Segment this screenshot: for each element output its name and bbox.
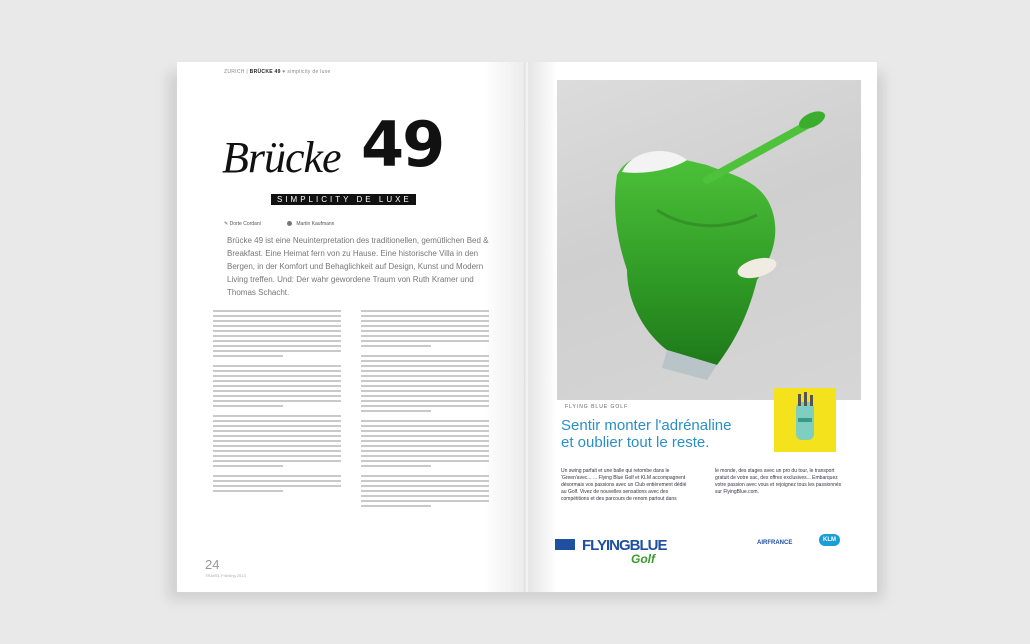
byline-text-name: Dorte Cordani bbox=[229, 221, 261, 227]
body-text-line bbox=[361, 315, 489, 317]
body-text-paragraph bbox=[213, 475, 341, 492]
golf-bag-icon bbox=[774, 388, 836, 452]
body-text-line bbox=[213, 435, 341, 437]
body-text-line bbox=[213, 440, 341, 442]
body-text-line bbox=[213, 345, 341, 347]
body-text-line bbox=[213, 445, 341, 447]
body-text-line bbox=[213, 375, 341, 377]
body-text-line bbox=[361, 320, 489, 322]
right-page-ad bbox=[529, 62, 877, 592]
pen-icon: ✎ bbox=[224, 221, 229, 227]
body-text-line bbox=[361, 385, 489, 387]
body-text-line bbox=[213, 420, 341, 422]
klm-logo: KLM bbox=[819, 534, 840, 546]
body-text-line bbox=[361, 340, 489, 342]
body-text-line bbox=[361, 455, 489, 457]
body-text-line bbox=[213, 450, 341, 452]
body-text-paragraph bbox=[361, 420, 489, 467]
camera-icon bbox=[287, 221, 292, 226]
body-text-line bbox=[213, 405, 283, 407]
body-text-line bbox=[361, 425, 489, 427]
body-text-line bbox=[361, 365, 489, 367]
body-text-line bbox=[361, 325, 489, 327]
body-text-line bbox=[361, 445, 489, 447]
body-text-line bbox=[361, 370, 489, 372]
body-text-line bbox=[213, 400, 341, 402]
body-text-paragraph bbox=[213, 365, 341, 407]
ad-body-left: Un swing parfait et une balle qui retombe dans le 'Green'avec... ... Flying Blue Golf et KLM accompagnent désormais vos passions avec un Club entièrement dédié au Golf. Vivez de nouvelles sensations avec des compétitions et des parcours de renom partout dans bbox=[561, 468, 687, 502]
body-text-line bbox=[213, 390, 341, 392]
body-text-line bbox=[361, 430, 489, 432]
body-text-line bbox=[361, 345, 431, 347]
ad-headline bbox=[561, 417, 731, 451]
title-script: Brücke bbox=[222, 133, 341, 182]
body-text-line bbox=[213, 335, 341, 337]
body-text-line bbox=[361, 505, 431, 507]
body-text-line bbox=[213, 460, 341, 462]
body-text-line bbox=[213, 365, 341, 367]
body-text-line bbox=[213, 425, 341, 427]
body-text-line bbox=[213, 465, 283, 467]
page-number: 24 bbox=[205, 557, 220, 572]
body-text-line bbox=[213, 355, 283, 357]
golfer-silhouette-image bbox=[557, 80, 861, 400]
body-text-line bbox=[213, 310, 341, 312]
header-brand: BRÜCKE 49 bbox=[249, 69, 281, 75]
body-text-line bbox=[361, 405, 489, 407]
body-text-line bbox=[213, 325, 341, 327]
body-text-line bbox=[361, 500, 489, 502]
page-footer: TRAVEL Frühling 2013 bbox=[205, 573, 246, 578]
body-text-line bbox=[361, 485, 489, 487]
body-text-line bbox=[361, 355, 489, 357]
body-text-line bbox=[213, 485, 341, 487]
body-text-line bbox=[361, 480, 489, 482]
body-text-line bbox=[213, 385, 341, 387]
article-column-right bbox=[361, 310, 489, 580]
body-text-line bbox=[213, 380, 341, 382]
article-body bbox=[213, 310, 493, 580]
body-text-line bbox=[213, 340, 341, 342]
ad-tagline: FLYING BLUE GOLF bbox=[565, 404, 629, 410]
page-header: ZURICH | BRÜCKE 49 ♥ simplicity de luxe bbox=[224, 69, 331, 75]
body-text-line bbox=[361, 435, 489, 437]
body-text-line bbox=[361, 380, 489, 382]
header-suffix: simplicity de luxe bbox=[287, 69, 331, 75]
body-text-line bbox=[361, 475, 489, 477]
body-text-line bbox=[361, 410, 431, 412]
body-text-line bbox=[213, 350, 341, 352]
body-text-line bbox=[213, 480, 341, 482]
heart-icon: ♥ bbox=[282, 69, 286, 75]
ad-body-right: le monde, des stages avec un pro du tour, le transport gratuit de votre sac, des offres exclusives... Embarquez votre passion avec vous et rejoignez tous les passionnés sur FlyingBlue.com. bbox=[715, 468, 842, 495]
article-column-left bbox=[213, 310, 341, 580]
body-text-line bbox=[213, 315, 341, 317]
ad-headline-line2: et oublier tout le reste. bbox=[561, 434, 710, 451]
body-text-line bbox=[361, 440, 489, 442]
body-text-paragraph bbox=[213, 415, 341, 467]
golf-bag-panel bbox=[774, 388, 836, 452]
body-text-line bbox=[361, 490, 489, 492]
byline-photo-name: Martin Kaufmann bbox=[296, 221, 335, 227]
body-text-line bbox=[361, 335, 489, 337]
title-number: 49 bbox=[361, 108, 444, 181]
body-text-paragraph bbox=[361, 310, 489, 347]
body-text-line bbox=[213, 430, 341, 432]
body-text-line bbox=[213, 475, 341, 477]
airfrance-logo: AIRFRANCE bbox=[757, 540, 793, 546]
byline-photo bbox=[287, 221, 334, 227]
flyingblue-square-icon bbox=[555, 539, 575, 550]
body-text-line bbox=[361, 400, 489, 402]
body-text-paragraph bbox=[361, 355, 489, 412]
body-text-line bbox=[361, 375, 489, 377]
body-text-line bbox=[213, 395, 341, 397]
byline-text bbox=[224, 221, 261, 227]
body-text-paragraph bbox=[213, 310, 341, 357]
body-text-line bbox=[361, 460, 489, 462]
intro-paragraph: Brücke 49 ist eine Neuinterpretation des traditionellen, gemütlichen Bed & Breakfast. Eine Heimat fern von zu Hause. Eine historische Villa in den Bergen, in der Komfort und Behaglichkeit auf Design, Kunst und Modern Living treffen. Und: Der wahr gewordene Traum von Ruth Kramer und Thomas Schacht. bbox=[227, 236, 489, 297]
body-text-line bbox=[361, 310, 489, 312]
body-text-line bbox=[361, 330, 489, 332]
body-text-line bbox=[213, 415, 341, 417]
left-page bbox=[177, 62, 525, 592]
body-text-line bbox=[213, 455, 341, 457]
body-text-line bbox=[361, 465, 431, 467]
body-text-line bbox=[213, 370, 341, 372]
body-text-line bbox=[361, 495, 489, 497]
body-text-line bbox=[361, 420, 489, 422]
body-text-line bbox=[361, 395, 489, 397]
body-text-line bbox=[361, 360, 489, 362]
ad-headline-line1: Sentir monter l'adrénaline bbox=[561, 417, 732, 434]
body-text-line bbox=[361, 450, 489, 452]
body-text-line bbox=[213, 330, 341, 332]
body-text-line bbox=[213, 490, 283, 492]
body-text-line bbox=[213, 320, 341, 322]
header-prefix: ZURICH bbox=[224, 69, 245, 75]
golf-collage-photo bbox=[557, 80, 861, 400]
flyingblue-wordmark: FLYINGBLUE bbox=[582, 537, 667, 554]
flyingblue-golf: Golf bbox=[631, 552, 655, 566]
body-text-paragraph bbox=[361, 475, 489, 507]
body-text-line bbox=[361, 390, 489, 392]
subtitle-bar: SIMPLICITY DE LUXE bbox=[271, 194, 416, 205]
